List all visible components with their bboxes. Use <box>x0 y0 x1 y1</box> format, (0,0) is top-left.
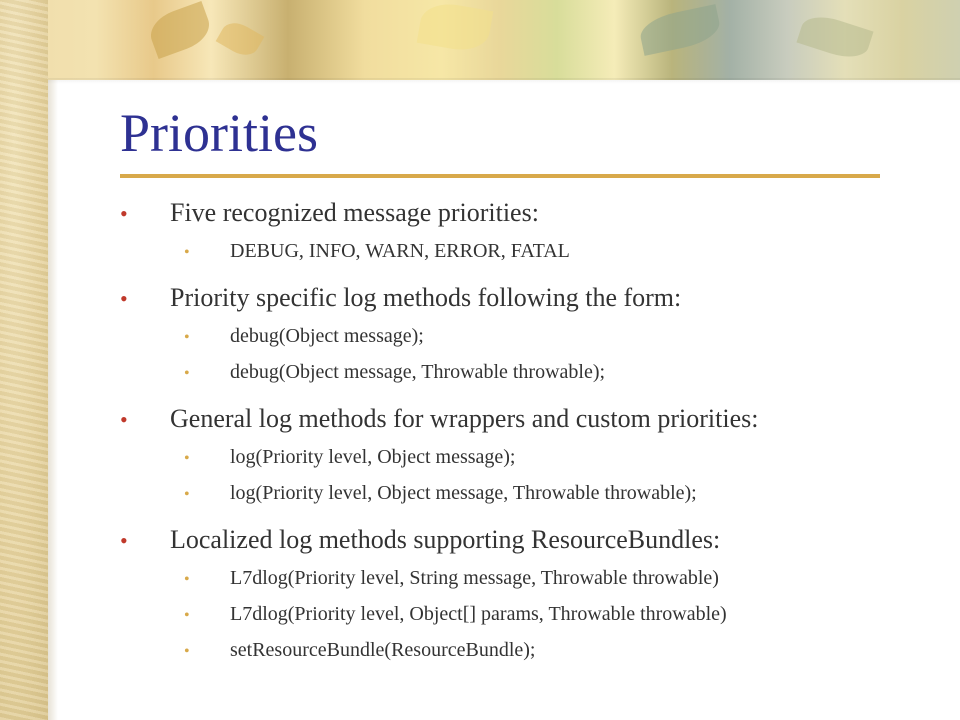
bullet-level2 <box>120 636 920 666</box>
decorative-left-strip <box>0 0 48 720</box>
bullet-item: log(Priority level, Object message); <box>230 446 516 468</box>
bullet-item: DEBUG, INFO, WARN, ERROR, FATAL <box>230 240 570 262</box>
bullet-level2 <box>120 237 920 267</box>
bullet-icon: • <box>184 329 190 346</box>
bullet-group <box>120 281 920 388</box>
bullet-level1 <box>120 402 920 437</box>
bullet-item: debug(Object message); <box>230 325 424 347</box>
bullet-item: L7dlog(Priority level, String message, Throwable throwable) <box>230 567 719 589</box>
bullet-item: setResourceBundle(ResourceBundle); <box>230 639 536 661</box>
bullet-level1 <box>120 281 920 316</box>
bullet-icon: • <box>120 528 128 553</box>
bullet-item: L7dlog(Priority level, Object[] params, Throwable throwable) <box>230 603 727 625</box>
bullet-group <box>120 196 920 267</box>
slide-title: Priorities <box>120 103 318 163</box>
bullet-icon: • <box>184 365 190 382</box>
bullet-level2 <box>120 564 920 594</box>
leaf-decoration <box>417 0 494 55</box>
bullet-group <box>120 523 920 666</box>
bullet-icon: • <box>184 571 190 588</box>
banner-edge <box>48 78 960 84</box>
bullet-list <box>120 196 920 680</box>
card-shadow <box>48 80 58 720</box>
title-underline <box>120 174 880 178</box>
bullet-heading: Localized log methods supporting ResourceBundles: <box>170 525 721 554</box>
leaf-decoration <box>637 4 723 56</box>
bullet-level1 <box>120 523 920 558</box>
bullet-icon: • <box>120 201 128 226</box>
bullet-icon: • <box>184 607 190 624</box>
bullet-heading: Priority specific log methods following the form: <box>170 283 682 312</box>
bullet-item: debug(Object message, Throwable throwable); <box>230 361 606 383</box>
leaf-decoration <box>145 1 215 59</box>
bullet-heading: General log methods for wrappers and custom priorities: <box>170 404 759 433</box>
bullet-icon: • <box>184 244 190 261</box>
bullet-icon: • <box>120 407 128 432</box>
bullet-icon: • <box>184 643 190 660</box>
bullet-icon: • <box>120 286 128 311</box>
bullet-level2 <box>120 443 920 473</box>
bullet-icon: • <box>184 450 190 467</box>
decorative-banner <box>0 0 960 80</box>
bullet-heading: Five recognized message priorities: <box>170 198 539 227</box>
bullet-level1 <box>120 196 920 231</box>
bullet-level2 <box>120 358 920 388</box>
bullet-item: log(Priority level, Object message, Throwable throwable); <box>230 482 697 504</box>
bullet-level2 <box>120 600 920 630</box>
bullet-level2 <box>120 479 920 509</box>
bullet-icon: • <box>184 486 190 503</box>
bullet-group <box>120 402 920 509</box>
leaf-decoration <box>216 17 265 61</box>
leaf-decoration <box>796 10 873 64</box>
bullet-level2 <box>120 322 920 352</box>
